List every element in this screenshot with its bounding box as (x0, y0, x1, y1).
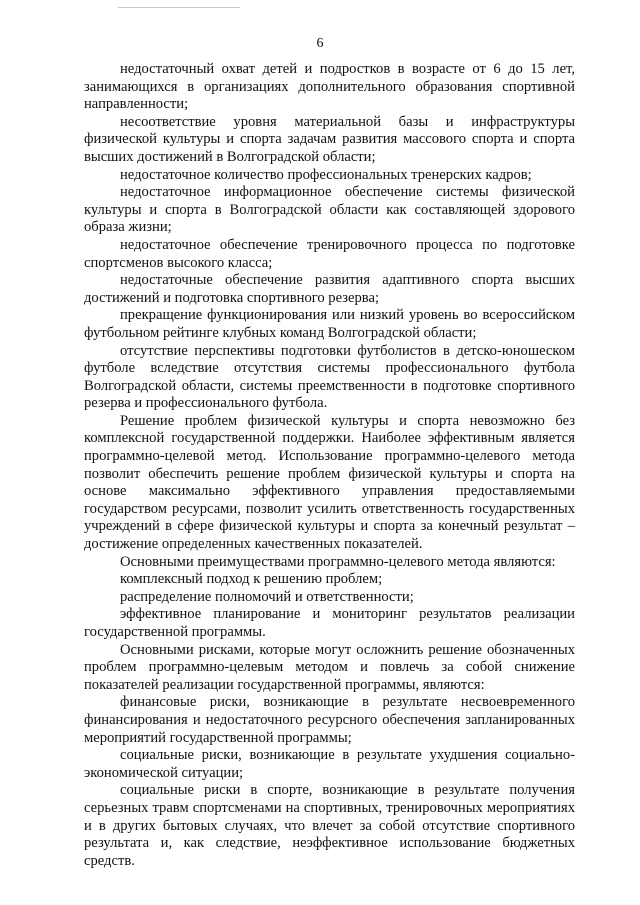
paragraph: социальные риски в спорте, возникающие в результате получения серьезных травм спортсменами на спортивных, тренировочных мероприятиях и в других бытовых случаях, что влечет за собой отсутствие спортивного результата и, как следствие, неэффективное использование бюджетных средств. (84, 782, 575, 869)
paragraph: недостаточное количество профессиональных тренерских кадров; (120, 166, 532, 183)
paragraph: комплексный подход к решению проблем; (120, 571, 383, 588)
paragraph: недостаточное информационное обеспечение системы физической культуры и спорта в Волгоградской области как составляющей здорового образа жизни; (84, 184, 575, 236)
paragraph: распределение полномочий и ответственности; (120, 588, 414, 605)
paragraph: отсутствие перспективы подготовки футболистов в детско-юношеском футболе вследствие отсутствия системы профессионального футбола Волгоградской области, системы преемственности в подготовке спортивного резерва и профессионального футбола. (84, 342, 575, 412)
top-rule (118, 7, 240, 8)
paragraph: социальные риски, возникающие в результате ухудшения социально-экономической ситуации; (84, 747, 575, 781)
paragraph: Решение проблем физической культуры и спорта невозможно без комплексной государственной поддержки. Наиболее эффективным является программно-целевой метод. Использование программно-целевого метода позволит обеспечить решение проблем физической культуры и спорта на основе максимально эффективного управления предоставляемыми государством ресурсами, позволит усилить ответственность государственных учреждений в сфере физической культуры и спорта за конечный результат – достижение определенных качественных показателей. (84, 412, 575, 553)
paragraph: прекращение функционирования или низкий уровень во всероссийском футбольном рейтинге клубных команд Волгоградской области; (84, 307, 575, 341)
paragraph: недостаточный охват детей и подростков в возрасте от 6 до 15 лет, занимающихся в организациях дополнительного образования спортивной направленности; (84, 61, 575, 113)
paragraph: Основными рисками, которые могут осложнить решение обозначенных проблем программно-целевым методом и повлечь за собой снижение показателей реализации государственной программы, являются: (84, 641, 575, 693)
paragraph: недостаточное обеспечение тренировочного процесса по подготовке спортсменов высокого класса; (84, 236, 575, 271)
paragraph: несоответствие уровня материальной базы и инфраструктуры физической культуры и спорта задачам развития массового спорта и спорта высших достижений в Волгоградской области; (84, 113, 575, 165)
paragraph: недостаточные обеспечение развития адаптивного спорта высших достижений и подготовка спортивного резерва; (84, 272, 575, 306)
paragraph: эффективное планирование и мониторинг результатов реализации государственной программы. (84, 606, 575, 640)
document-body (84, 61, 575, 870)
page-number: 6 (316, 36, 324, 51)
paragraph: Основными преимуществами программно-целевого метода являются: (120, 553, 556, 570)
paragraph: финансовые риски, возникающие в результате несвоевременного финансирования и недостаточного ресурсного обеспечения запланированных мероприятий государственной программы; (84, 694, 575, 746)
